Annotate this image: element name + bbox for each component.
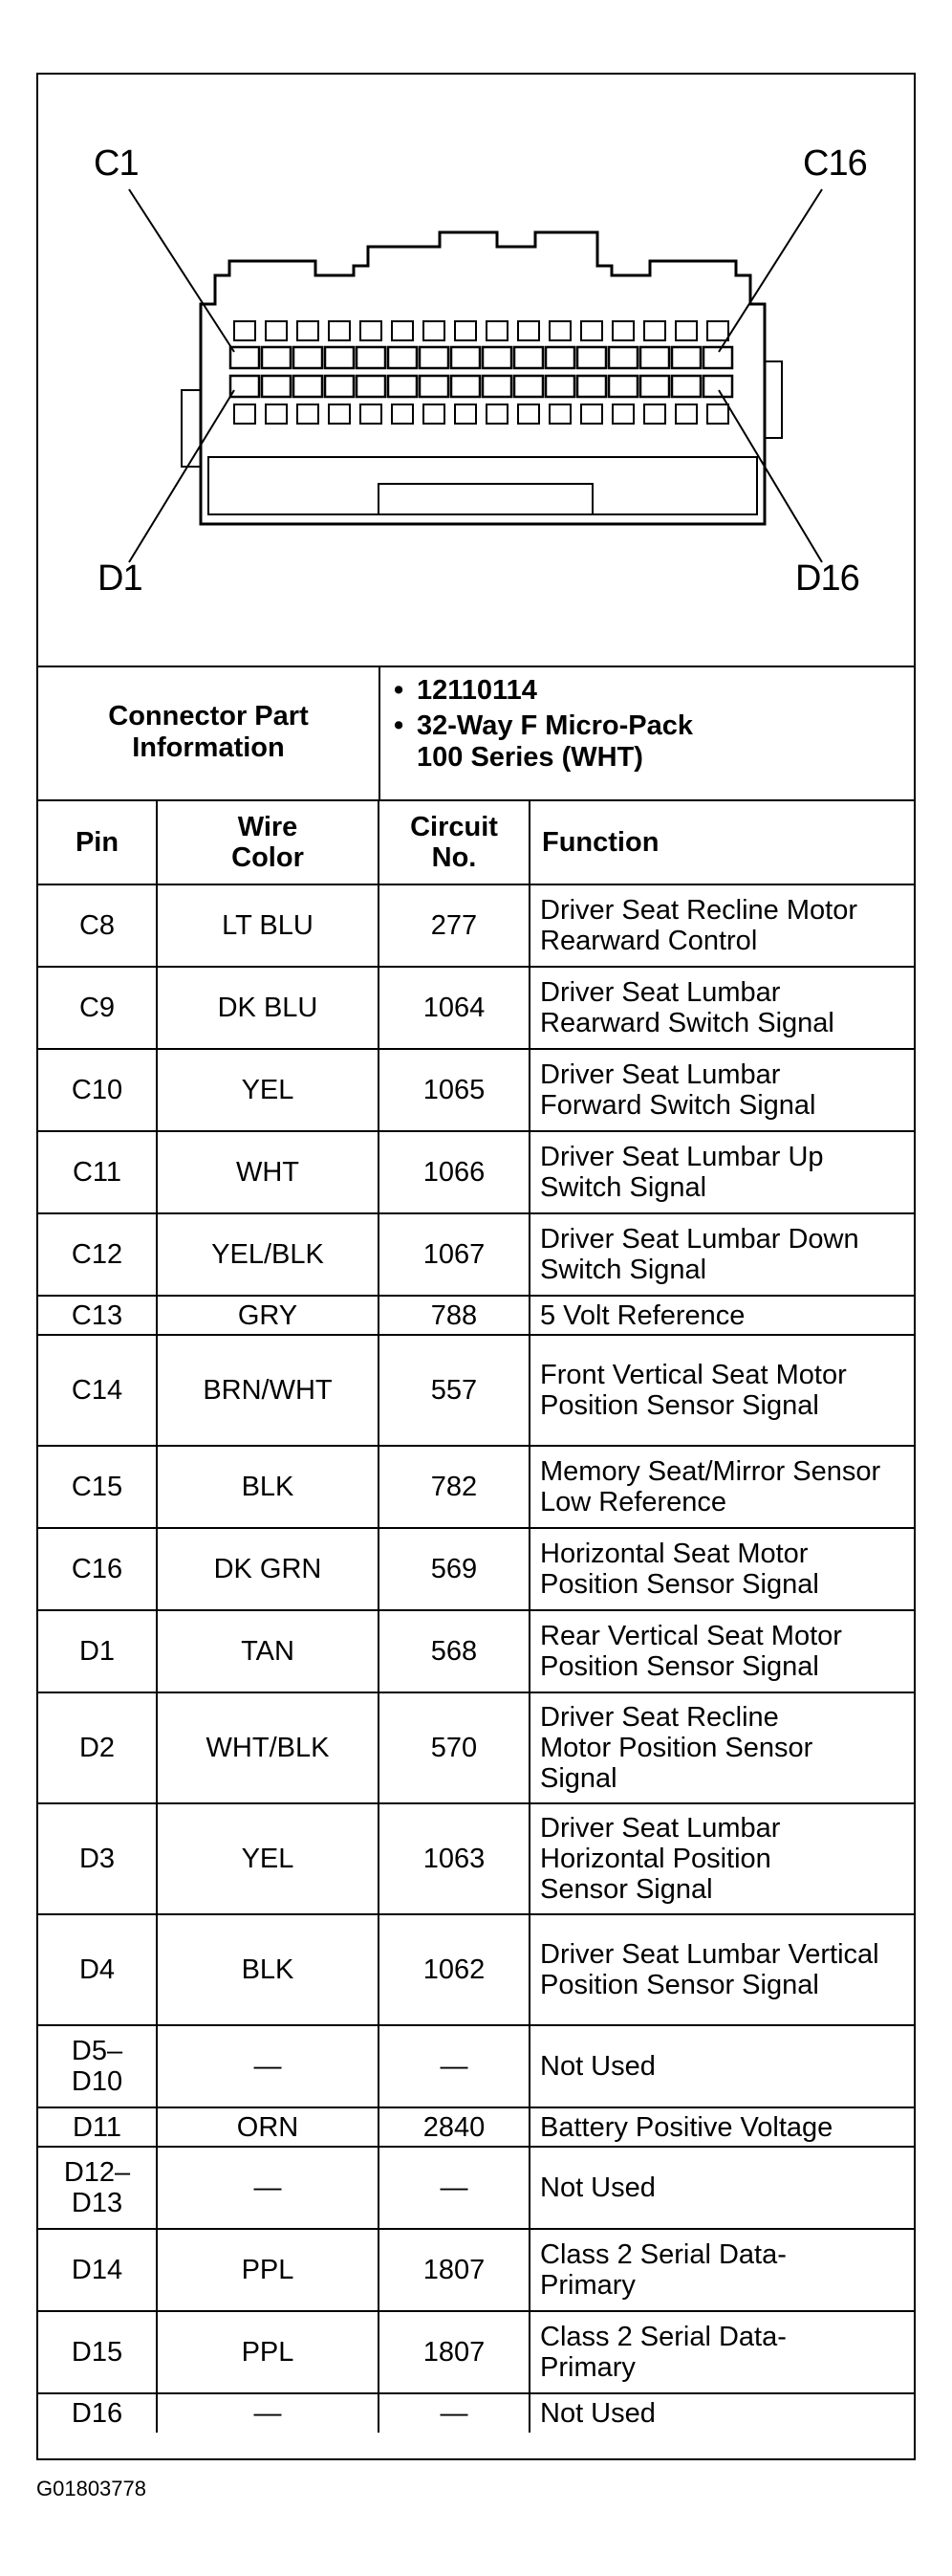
pin-c-slot (487, 321, 508, 340)
leader-d16 (719, 390, 822, 562)
label-d16: D16 (795, 558, 859, 599)
circuit-cell: 1063 (379, 1803, 530, 1914)
circuit-cell: — (379, 2025, 530, 2107)
wire-color-cell: — (157, 2025, 379, 2107)
bullet-icon: • (394, 710, 404, 741)
table-row (38, 1610, 914, 1692)
pin-d-slot (707, 404, 728, 424)
pin-cell: D11 (38, 2107, 157, 2147)
function-cell: Not Used (530, 2147, 914, 2229)
pin-c-slot (297, 321, 318, 340)
pin-c-cavity (640, 347, 669, 368)
pin-cell: C11 (38, 1131, 157, 1213)
circuit-cell: — (379, 2147, 530, 2229)
pin-cell: C10 (38, 1049, 157, 1131)
pin-d-slot (581, 404, 602, 424)
bullet-icon: • (394, 675, 404, 706)
table-row (38, 1528, 914, 1610)
table-header-row (38, 801, 914, 884)
pin-cell: C9 (38, 967, 157, 1049)
description-line1: 32-Way F Micro-Pack (417, 710, 694, 741)
function-cell: Driver Seat Recline Motor Position Sensor Signal (530, 1692, 914, 1803)
pin-c-slot (423, 321, 444, 340)
circuit-cell: 277 (379, 884, 530, 967)
leader-c16 (719, 189, 822, 352)
function-cell: Driver Seat Lumbar Up Switch Signal (530, 1131, 914, 1213)
function-cell: Rear Vertical Seat Motor Position Sensor Signal (530, 1610, 914, 1692)
pin-c-cavity (672, 347, 701, 368)
table-row (38, 1692, 914, 1803)
pin-c-cavity (293, 347, 322, 368)
pin-cell: C13 (38, 1296, 157, 1335)
pin-c-cavity (262, 347, 291, 368)
pin-d-cavity (293, 376, 322, 397)
wire-color-cell: LT BLU (157, 884, 379, 967)
circuit-cell: 1067 (379, 1213, 530, 1296)
table-row (38, 2229, 914, 2311)
wire-color-cell: WHT/BLK (157, 1692, 379, 1803)
wire-color-cell: GRY (157, 1296, 379, 1335)
pin-d-slot (392, 404, 413, 424)
table-row (38, 1213, 914, 1296)
pin-d-slot (297, 404, 318, 424)
pin-d-cavity (577, 376, 606, 397)
pin-cell: D14 (38, 2229, 157, 2311)
circuit-cell: 1066 (379, 1131, 530, 1213)
function-cell: Driver Seat Lumbar Rearward Switch Signal (530, 967, 914, 1049)
pin-d-cavity (483, 376, 511, 397)
table-row (38, 2393, 914, 2433)
pin-cell: D15 (38, 2311, 157, 2393)
pin-d-slot (676, 404, 697, 424)
table-row (38, 1131, 914, 1213)
wire-color-cell: DK BLU (157, 967, 379, 1049)
pin-table (38, 801, 914, 2433)
connector-drawing (38, 75, 914, 666)
table-row (38, 967, 914, 1049)
pin-c-slot (329, 321, 350, 340)
circuit-cell: 557 (379, 1335, 530, 1446)
pin-d-slot (644, 404, 665, 424)
table-row (38, 1803, 914, 1914)
function-cell: Driver Seat Lumbar Horizontal Position Sensor Signal (530, 1803, 914, 1914)
wire-color-cell: TAN (157, 1610, 379, 1692)
info-heading-cell (38, 666, 380, 799)
pin-cell: C8 (38, 884, 157, 967)
pin-c-slot (581, 321, 602, 340)
pin-c-slot (613, 321, 634, 340)
table-row (38, 1446, 914, 1528)
description-line (394, 710, 693, 774)
wire-color-cell: PPL (157, 2229, 379, 2311)
pin-d-cavity (388, 376, 417, 397)
left-latch (182, 390, 201, 467)
pin-cell: D2 (38, 1692, 157, 1803)
pin-c-cavity (609, 347, 638, 368)
wire-color-cell: BLK (157, 1446, 379, 1528)
pin-d-slot (360, 404, 381, 424)
wire-color-cell: DK GRN (157, 1528, 379, 1610)
wire-color-cell: PPL (157, 2311, 379, 2393)
table-row (38, 884, 914, 967)
pin-c-cavity (577, 347, 606, 368)
pin-c-cavity (703, 347, 732, 368)
pin-d-slot (329, 404, 350, 424)
function-cell: Horizontal Seat Motor Position Sensor Signal (530, 1528, 914, 1610)
pin-d-slot (234, 404, 255, 424)
leader-c1 (129, 189, 234, 352)
pin-c-slot (676, 321, 697, 340)
pin-c-slot (550, 321, 571, 340)
part-number: 12110114 (417, 675, 537, 706)
pin-c-slot (234, 321, 255, 340)
header-circuit-no: Circuit No. (379, 801, 530, 884)
pin-c-slot (644, 321, 665, 340)
circuit-cell: 568 (379, 1610, 530, 1692)
info-details (394, 675, 693, 774)
connector-part-info (38, 666, 914, 801)
table-row (38, 2107, 914, 2147)
pin-d-slot (266, 404, 287, 424)
pin-d-slot (487, 404, 508, 424)
function-cell: Memory Seat/Mirror Sensor Low Reference (530, 1446, 914, 1528)
info-heading: Connector Part Information (108, 701, 309, 763)
center-key (379, 484, 593, 514)
wire-color-cell: ORN (157, 2107, 379, 2147)
function-cell: Driver Seat Recline Motor Rearward Control (530, 884, 914, 967)
connector-description (417, 710, 693, 774)
function-cell: Driver Seat Lumbar Forward Switch Signal (530, 1049, 914, 1131)
part-number-line (394, 675, 693, 707)
wire-color-cell: YEL/BLK (157, 1213, 379, 1296)
pin-d-slot (518, 404, 539, 424)
pin-c-cavity (483, 347, 511, 368)
wire-color-cell: — (157, 2147, 379, 2229)
pin-table-body (38, 884, 914, 2433)
function-cell: Driver Seat Lumbar Vertical Position Sensor Signal (530, 1914, 914, 2025)
pin-cell: C16 (38, 1528, 157, 1610)
pin-c-cavity (514, 347, 543, 368)
pin-cell: D12–D13 (38, 2147, 157, 2229)
table-row (38, 1049, 914, 1131)
pin-cell: D1 (38, 1610, 157, 1692)
table-row (38, 1914, 914, 2025)
pin-c-cavity (420, 347, 448, 368)
pin-d-cavity (640, 376, 669, 397)
pin-c-cavity (230, 347, 259, 368)
pin-d-cavity (357, 376, 385, 397)
table-row (38, 2147, 914, 2229)
pin-c-slot (266, 321, 287, 340)
pin-c-cavity (451, 347, 480, 368)
circuit-cell: 1064 (379, 967, 530, 1049)
pin-cell: C14 (38, 1335, 157, 1446)
function-cell: Not Used (530, 2025, 914, 2107)
circuit-cell: 569 (379, 1528, 530, 1610)
pin-c-cavity (388, 347, 417, 368)
pin-cell: C12 (38, 1213, 157, 1296)
pin-d-cavity (703, 376, 732, 397)
label-d1: D1 (97, 558, 142, 599)
wire-color-cell: BLK (157, 1914, 379, 2025)
pin-cell: D5–D10 (38, 2025, 157, 2107)
pin-d-cavity (230, 376, 259, 397)
pin-c-slot (707, 321, 728, 340)
function-cell: Driver Seat Lumbar Down Switch Signal (530, 1213, 914, 1296)
pin-d-slot (613, 404, 634, 424)
circuit-cell: 1807 (379, 2229, 530, 2311)
pin-cell: D4 (38, 1914, 157, 2025)
connector-card (36, 73, 916, 2460)
function-cell: Front Vertical Seat Motor Position Sensor Signal (530, 1335, 914, 1446)
circuit-cell: 782 (379, 1446, 530, 1528)
pin-c-slot (455, 321, 476, 340)
connector-diagram (38, 75, 914, 667)
pin-cell: D3 (38, 1803, 157, 1914)
wire-color-cell: YEL (157, 1803, 379, 1914)
pin-d-cavity (546, 376, 574, 397)
pin-d-slot (423, 404, 444, 424)
pin-c-slot (518, 321, 539, 340)
function-cell: Class 2 Serial Data-Primary (530, 2311, 914, 2393)
function-cell: Class 2 Serial Data-Primary (530, 2229, 914, 2311)
figure-id: G01803778 (36, 2477, 146, 2500)
circuit-cell: — (379, 2393, 530, 2433)
wire-color-cell: YEL (157, 1049, 379, 1131)
wire-color-cell: — (157, 2393, 379, 2433)
connector-base (208, 457, 757, 514)
pin-d-slot (455, 404, 476, 424)
pin-c-cavity (546, 347, 574, 368)
circuit-cell: 788 (379, 1296, 530, 1335)
pin-d-cavity (325, 376, 354, 397)
pin-d-cavity (609, 376, 638, 397)
function-cell: Not Used (530, 2393, 914, 2433)
function-cell: 5 Volt Reference (530, 1296, 914, 1335)
pin-c-cavity (357, 347, 385, 368)
circuit-cell: 2840 (379, 2107, 530, 2147)
header-function: Function (530, 801, 914, 884)
description-line2: 100 Series (WHT) (417, 742, 643, 773)
pin-d-cavity (262, 376, 291, 397)
circuit-cell: 1062 (379, 1914, 530, 2025)
pin-c-slot (392, 321, 413, 340)
table-row (38, 2025, 914, 2107)
pin-cell: D16 (38, 2393, 157, 2433)
pin-c-cavity (325, 347, 354, 368)
pin-d-cavity (514, 376, 543, 397)
function-cell: Battery Positive Voltage (530, 2107, 914, 2147)
pin-d-cavity (420, 376, 448, 397)
circuit-cell: 1065 (379, 1049, 530, 1131)
pin-d-cavity (672, 376, 701, 397)
label-c1: C1 (94, 143, 139, 184)
pin-c-slot (360, 321, 381, 340)
label-c16: C16 (803, 143, 867, 184)
table-row (38, 1296, 914, 1335)
pin-d-slot (550, 404, 571, 424)
header-pin: Pin (38, 801, 157, 884)
circuit-cell: 1807 (379, 2311, 530, 2393)
circuit-cell: 570 (379, 1692, 530, 1803)
table-row (38, 1335, 914, 1446)
pin-d-cavity (451, 376, 480, 397)
table-row (38, 2311, 914, 2393)
pin-cell: C15 (38, 1446, 157, 1528)
wire-color-cell: WHT (157, 1131, 379, 1213)
right-latch (765, 361, 782, 438)
header-wire-color: Wire Color (157, 801, 379, 884)
wire-color-cell: BRN/WHT (157, 1335, 379, 1446)
